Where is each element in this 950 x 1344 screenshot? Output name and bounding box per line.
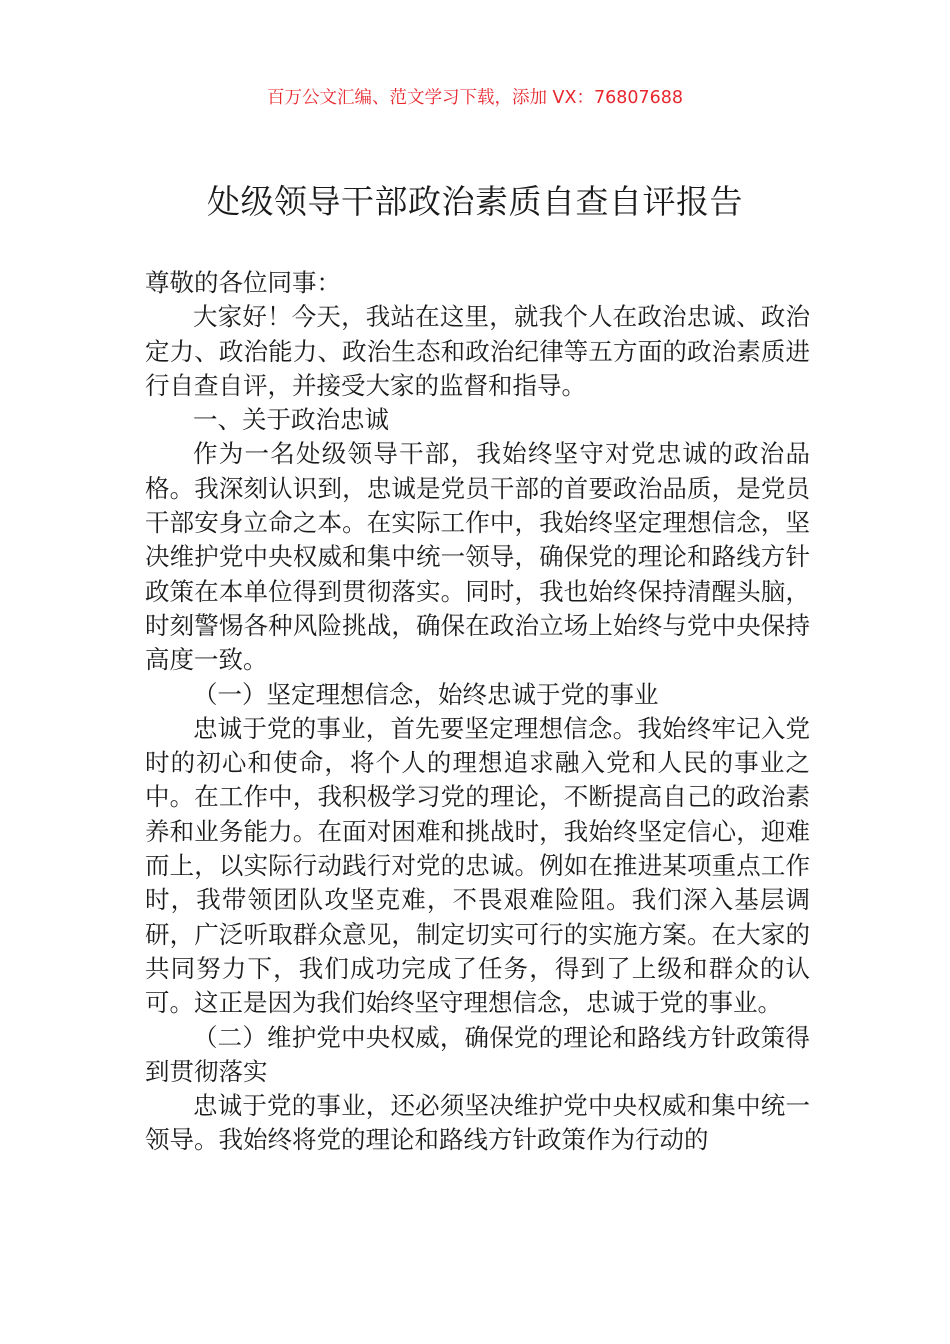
paragraph-subsection-1: 忠诚于党的事业，首先要坚定理想信念。我始终牢记入党时的初心和使命，将个人的理想追求融入党和人民的事业之中。在工作中，我积极学习党的理论，不断提高自己的政治素养和业务能力。在面对困难和挑战时，我始终坚定信心，迎难而上，以实际行动践行对党的忠诚。例如在推进某项重点工作时，我带领团队攻坚克难，不畏艰难险阻。我们深入基层调研，广泛听取群众意见，制定切实可行的实施方案。在大家的共同努力下，我们成功完成了任务，得到了上级和群众的认可。这正是因为我们始终坚守理想信念，忠诚于党的事业。 <box>145 713 810 1018</box>
salutation: 尊敬的各位同事： <box>145 268 341 297</box>
paragraph-subsection-2: 忠诚于党的事业，还必须坚决维护党中央权威和集中统一领导。我始终将党的理论和路线方针政策作为行动的 <box>145 1091 810 1155</box>
subsection-heading-1: （一）坚定理想信念，始终忠诚于党的事业 <box>193 679 659 709</box>
header-promo-note: 百万公文汇编、范文学习下载，添加 VX：76807688 <box>266 88 684 108</box>
paragraph-opening: 大家好！今天，我站在这里，就我个人在政治忠诚、政治定力、政治能力、政治生态和政治纪律等五方面的政治素质进行自查自评，并接受大家的监督和指导。 <box>145 302 810 400</box>
document-title: 处级领导干部政治素质自查自评报告 <box>207 182 743 221</box>
subsection-heading-2: （二）维护党中央权威，确保党的理论和路线方针政策得到贯彻落实 <box>145 1022 810 1086</box>
document-body <box>145 266 810 1158</box>
section-heading-1: 一、关于政治忠诚 <box>193 405 389 435</box>
paragraph-section-1: 作为一名处级领导干部，我始终坚守对党忠诚的政治品格。我深刻认识到，忠诚是党员干部的首要政治品质，是党员干部安身立命之本。在实际工作中，我始终坚定理想信念，坚决维护党中央权威和集中统一领导，确保党的理论和路线方针政策在本单位得到贯彻落实。同时，我也始终保持清醒头脑，时刻警惕各种风险挑战，确保在政治立场上始终与党中央保持高度一致。 <box>145 439 810 675</box>
